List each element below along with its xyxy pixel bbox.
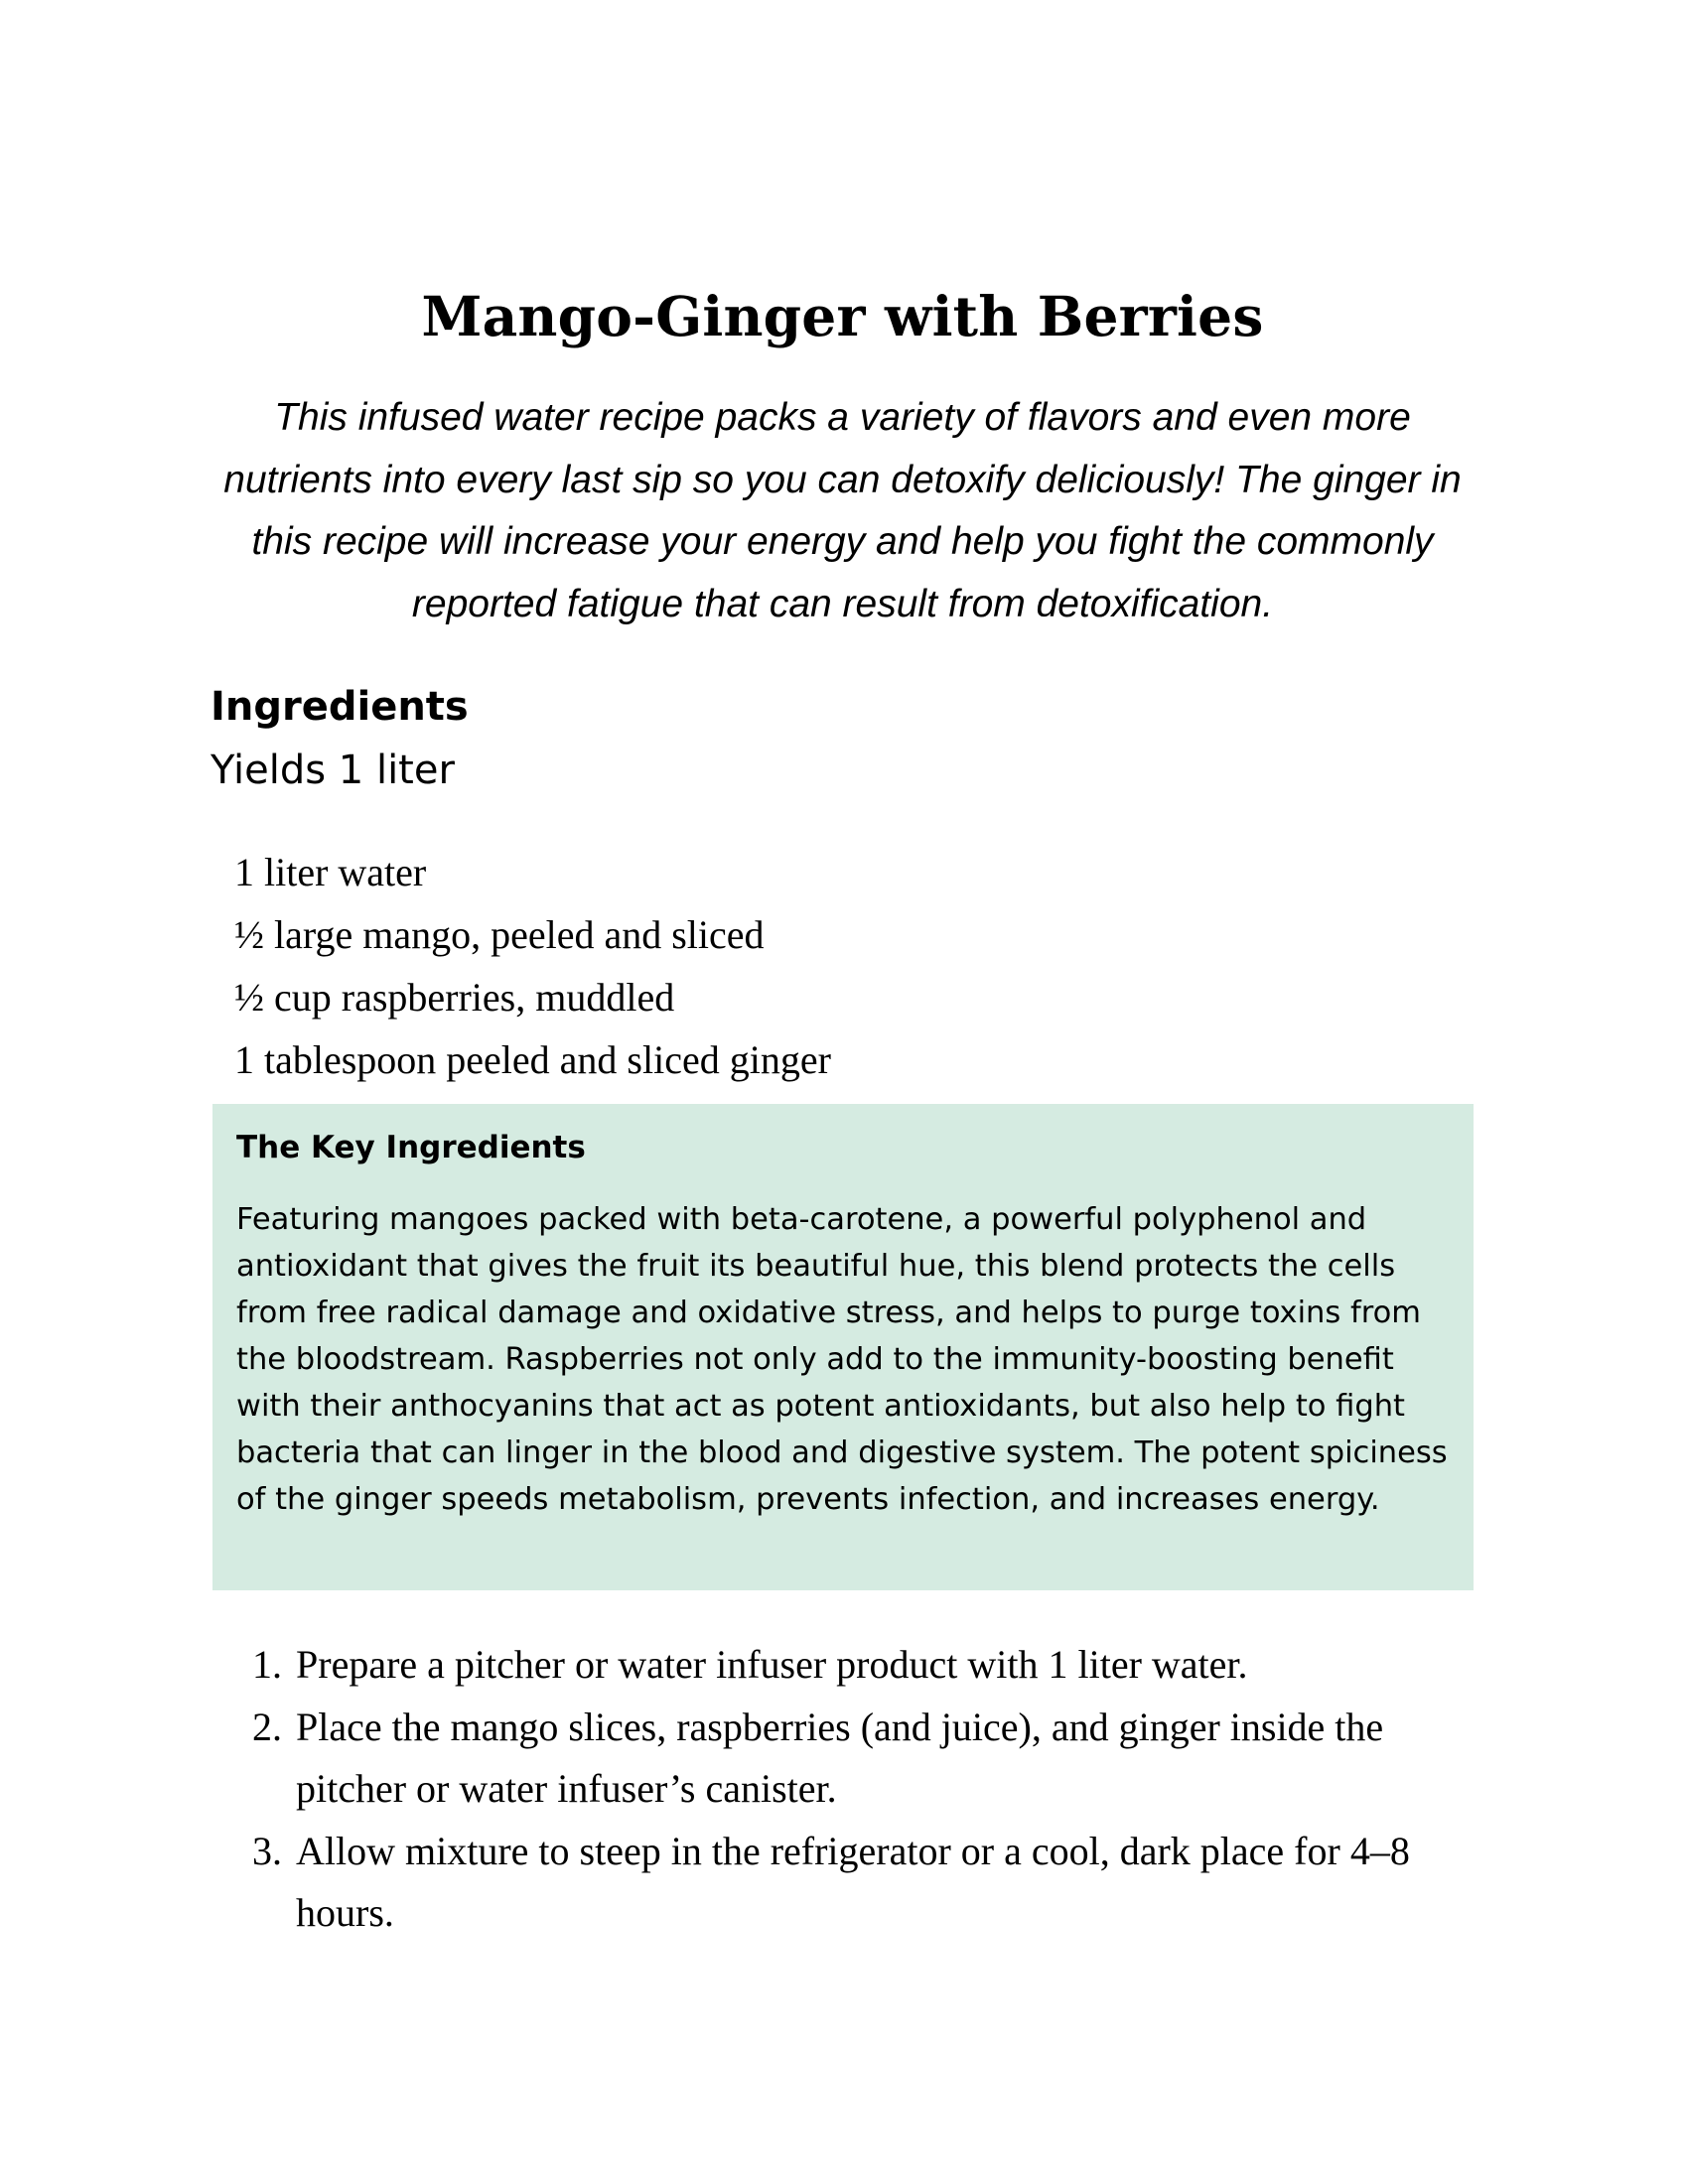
- step-item: [211, 1821, 1475, 1945]
- step-text: Place the mango slices, raspberries (and juice), and ginger inside the pitcher or water infuser’s canister.: [296, 1704, 1384, 1811]
- step-item: [211, 1697, 1475, 1821]
- ingredient-item: ½ cup raspberries, muddled: [234, 975, 675, 1020]
- step-number: 2.: [252, 1704, 282, 1749]
- callout-title: The Key Ingredients: [236, 1130, 586, 1165]
- instruction-steps: [211, 1634, 1475, 1945]
- ingredient-item: 1 liter water: [234, 850, 427, 894]
- ingredient-list: [234, 841, 831, 1091]
- step-text: Allow mixture to steep in the refrigerator or a cool, dark place for 4–8 hours.: [296, 1828, 1410, 1935]
- callout-body: Featuring mangoes packed with beta-carotene, a powerful polyphenol and antioxidant that gives the fruit its beautiful hue, this blend protects the cells from free radical damage and oxidative stress, and helps to purge toxins from the bloodstream. Raspberries not only add to the immunity-boosting benefit with their anthocyanins that act as potent antioxidants, but also help to fight bacteria that can linger in the blood and digestive system. The potent spiciness of the ginger speeds metabolism, prevents infection, and increases energy.: [236, 1202, 1448, 1517]
- yields-text: Yields 1 liter: [211, 748, 455, 793]
- step-item: [211, 1634, 1475, 1697]
- recipe-title: Mango-Ginger with Berries: [421, 284, 1264, 348]
- step-number: 3.: [252, 1828, 282, 1873]
- ingredient-item: ½ large mango, peeled and sliced: [234, 912, 765, 957]
- ingredients-heading: Ingredients: [211, 684, 469, 730]
- ingredient-item: 1 tablespoon peeled and sliced ginger: [234, 1037, 831, 1082]
- step-number: 1.: [252, 1642, 282, 1687]
- key-ingredients-callout: [212, 1104, 1474, 1590]
- recipe-intro: This infused water recipe packs a variety of flavors and even more nutrients into every last sip so you can detoxify deliciously! The ginger in this recipe will increase your energy and help you fight the commonly reported fatigue that can result from detoxification.: [223, 396, 1462, 625]
- step-text: Prepare a pitcher or water infuser product with 1 liter water.: [296, 1642, 1248, 1687]
